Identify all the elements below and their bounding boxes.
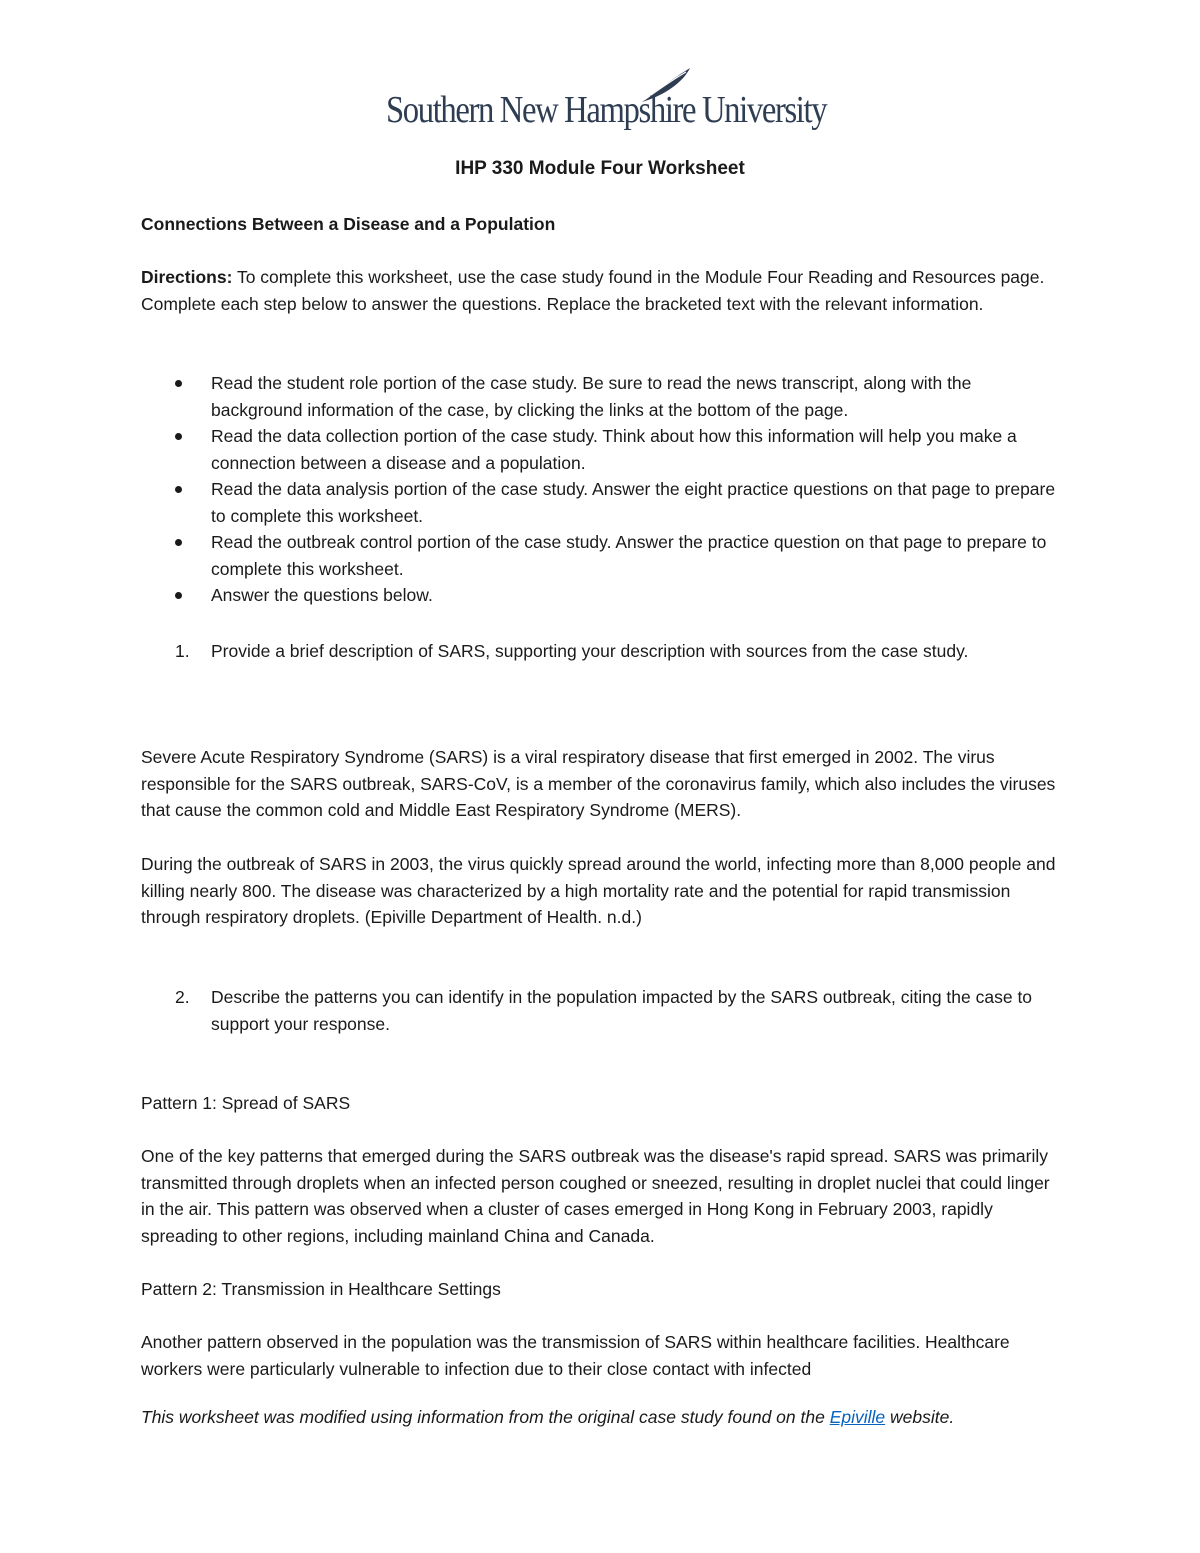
pattern-1-body: One of the key patterns that emerged during the SARS outbreak was the disease's rapid spread. SARS was primarily transmitted through droplets when an infected person coughed or sneezed, resulting in droplet nuclei that could linger in the air. This pattern was observed when a cluster of cases emerged in Hong Kong in February 2003, rapidly spreading to other regions, including mainland China and Canada. [141, 1146, 1050, 1246]
question-2 [141, 984, 1061, 1037]
question-text: Describe the patterns you can identify in the population impacted by the SARS outbreak, citing the case to support your response. [211, 987, 1033, 1034]
bullet-icon [175, 592, 182, 599]
answer-1-paragraph-2: During the outbreak of SARS in 2003, the virus quickly spread around the world, infecting more than 8,000 people and killing nearly 800. The disease was characterized by a high mortality rate and the potential for rapid transmission through respiratory droplets. (Epiville Department of Health. n.d.) [141, 854, 1056, 927]
epiville-link[interactable]: Epiville [829, 1407, 886, 1427]
directions-paragraph [141, 264, 1061, 317]
list-item [141, 370, 1061, 423]
list-item-text: Read the outbreak control portion of the case study. Answer the practice question on that page to prepare to complete this worksheet. [211, 532, 1047, 579]
list-item [141, 476, 1061, 529]
footer-text: This worksheet was modified using information from the original case study found on the [141, 1407, 830, 1427]
bullet-icon [175, 539, 182, 546]
footer-text-end: website. [885, 1407, 955, 1427]
answer-1-paragraph-1: Severe Acute Respiratory Syndrome (SARS) is a viral respiratory disease that first emerged in 2002. The virus responsible for the SARS outbreak, SARS-CoV, is a member of the coronavirus family, which also includes the viruses that cause the common cold and Middle East Respiratory Syndrome (MERS). [141, 747, 1056, 820]
question-1 [141, 638, 1061, 665]
list-item [141, 582, 1061, 609]
list-item-text: Read the student role portion of the case study. Be sure to read the news transcript, along with the background information of the case, by clicking the links at the bottom of the page. [211, 373, 972, 420]
footer-note [141, 1403, 1061, 1431]
pattern-2-body: Another pattern observed in the population was the transmission of SARS within healthcare facilities. Healthcare workers were particularly vulnerable to infection due to their close contact with infected [141, 1332, 1010, 1379]
list-item [141, 423, 1061, 476]
list-item-text: Read the data analysis portion of the case study. Answer the eight practice questions on that page to prepare to complete this worksheet. [211, 479, 1056, 526]
pattern-2-heading: Pattern 2: Transmission in Healthcare Settings [141, 1279, 501, 1299]
bullet-icon [175, 380, 182, 387]
bullet-icon [175, 486, 182, 493]
logo-text: Southern New Hampshire University [386, 89, 827, 131]
question-text: Provide a brief description of SARS, supporting your description with sources from the case study. [211, 641, 969, 661]
directions-text: To complete this worksheet, use the case study found in the Module Four Reading and Resources page. Complete each step below to answer the questions. Replace the bracketed text with the relevant information. [141, 267, 1045, 314]
section-subheading: Connections Between a Disease and a Population [141, 214, 556, 234]
bullet-icon [175, 433, 182, 440]
list-item-text: Read the data collection portion of the case study. Think about how this information will help you make a connection between a disease and a population. [211, 426, 1017, 473]
question-number: 2. [175, 987, 190, 1007]
page-title: IHP 330 Module Four Worksheet [455, 158, 745, 179]
question-number: 1. [175, 641, 190, 661]
university-logo [386, 66, 827, 138]
instruction-list [141, 370, 1061, 609]
list-item [141, 529, 1061, 582]
list-item-text: Answer the questions below. [211, 585, 433, 605]
pattern-1-heading: Pattern 1: Spread of SARS [141, 1093, 351, 1113]
directions-label: Directions: [141, 267, 233, 287]
